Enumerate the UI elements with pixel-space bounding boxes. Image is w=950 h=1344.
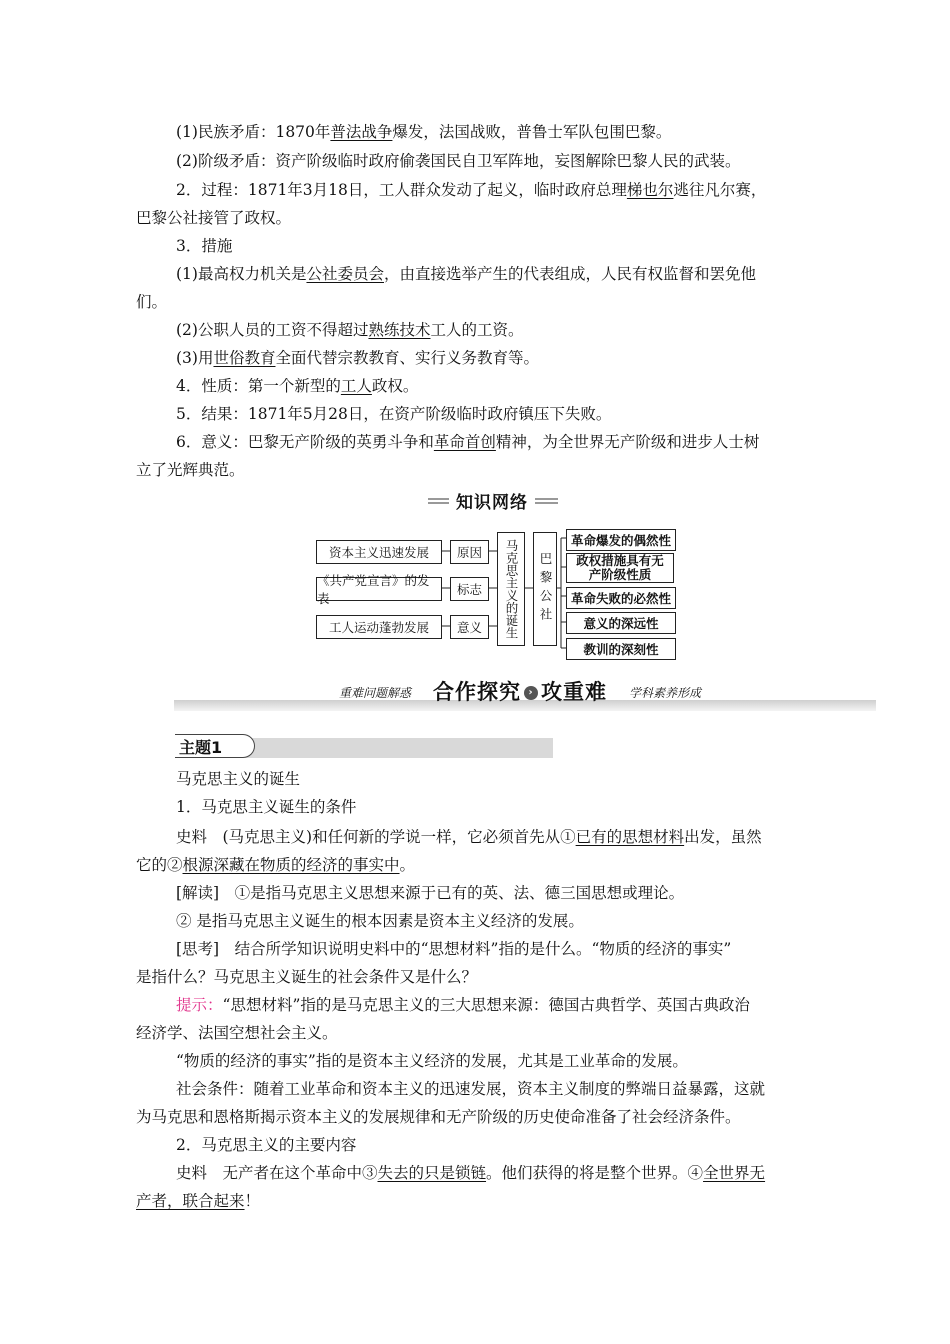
diagram-center-marxism-label: 马克思主义的诞生 [504,539,519,639]
diagram-left-box: 资本主义迅速发展 [316,540,442,564]
banner-title-part1: 合作探究 [433,680,521,704]
chevron-right-icon: › [524,686,538,700]
text-line: [思考] 结合所学知识说明史料中的“思想材料”指的是什么。“物质的经济的事实” [176,940,732,958]
text-line: 立了光辉典范。 [136,461,245,479]
banner-title [433,676,607,706]
diagram-right-box: 革命爆发的偶然性 [566,529,676,551]
diagram-right-box: 革命失败的必然性 [566,587,676,609]
diagram-center-marxism [497,532,525,646]
topic-title: 马克思主义的诞生 [176,770,301,788]
text-line: 2．马克思主义的主要内容 [176,1136,357,1154]
diagram-left-box: 工人运动蓬勃发展 [316,615,442,639]
text-line: 5．结果：1871年5月28日，在资产阶级临时政府镇压下失败。 [176,405,612,423]
text-line: 产者，联合起来！ [136,1192,261,1210]
diagram-right-box: 意义的深远性 [566,612,676,634]
diagram-center-paris-commune [533,532,557,646]
text-line: 提示：“思想材料”指的是马克思主义的三大思想来源：德国古典哲学、英国古典政治 [176,996,750,1014]
banner-title-part2: 攻重难 [541,680,607,704]
text-line: (3)用世俗教育全面代替宗教教育、实行义务教育等。 [176,349,539,367]
text-line: (2)公职人员的工资不得超过熟练技术工人的工资。 [176,321,524,339]
diagram-mid-box: 原因 [450,540,489,564]
text-line: 史料 (马克思主义)和任何新的学说一样，它必须首先从①已有的思想材料出发，虽然 [176,828,762,846]
text-line: 4．性质：第一个新型的工人政权。 [176,377,419,395]
diagram-mid-box: 意义 [450,615,489,639]
banner-right-caption: 学科素养形成 [629,686,702,700]
text-line: 它的②根源深藏在物质的经济的事实中。 [136,856,416,874]
text-line: (1)民族矛盾：1870年普法战争爆发，法国战败，普鲁士军队包围巴黎。 [176,123,672,141]
topic-label: 主题1 [175,734,255,758]
hint-label: 提示： [176,996,223,1014]
diagram-mid-box: 标志 [450,577,489,601]
text-line: 为马克思和恩格斯揭示资本主义的发展规律和无产阶级的历史使命准备了社会经济条件。 [136,1108,741,1126]
text-line: 6．意义：巴黎无产阶级的英勇斗争和革命首创精神，为全世界无产阶级和进步人士树 [176,433,760,451]
text-line: (1)最高权力机关是公社委员会，由直接选举产生的代表组成，人民有权监督和罢免他 [176,265,756,283]
diagram-left-box: 《共产党宣言》的发表 [316,577,442,601]
text-line: “物质的经济的事实”指的是资本主义经济的发展，尤其是工业革命的发展。 [176,1052,688,1070]
banner-left-caption: 重难问题解惑 [339,686,412,700]
text-line: 是指什么？马克思主义诞生的社会条件又是什么？ [136,968,478,986]
text-line: (2)阶级矛盾：资产阶级临时政府偷袭国民自卫军阵地，妄图解除巴黎人民的武装。 [176,152,741,170]
text-line: 社会条件：随着工业革命和资本主义的迅速发展，资本主义制度的弊端日益暴露，这就 [176,1080,766,1098]
text-line: 巴黎公社接管了政权。 [136,209,292,227]
knowledge-network-title: 知识网络 [449,489,535,511]
text-line: 经济学、法国空想社会主义。 [136,1024,338,1042]
text-line: 2．过程：1871年3月18日，工人群众发动了起义，临时政府总理梯也尔逃往凡尔赛， [176,181,767,199]
diagram-right-box: 政权措施具有无产阶级性质 [566,553,674,583]
text-line: 1．马克思主义诞生的条件 [176,798,357,816]
text-line: 史料 无产者在这个革命中③失去的只是锁链。他们获得的将是整个世界。④全世界无 [176,1164,766,1182]
text-line: [解读] ①是指马克思主义思想来源于已有的英、法、德三国思想或理论。 [176,884,685,902]
diagram-center-paris-commune-label: 巴黎公社 [538,552,553,626]
text-line: 们。 [136,293,168,311]
text-line: 3．措施 [176,237,233,255]
diagram-right-box: 教训的深刻性 [566,638,676,660]
text-line: ② 是指马克思主义诞生的根本因素是资本主义经济的发展。 [176,912,584,930]
